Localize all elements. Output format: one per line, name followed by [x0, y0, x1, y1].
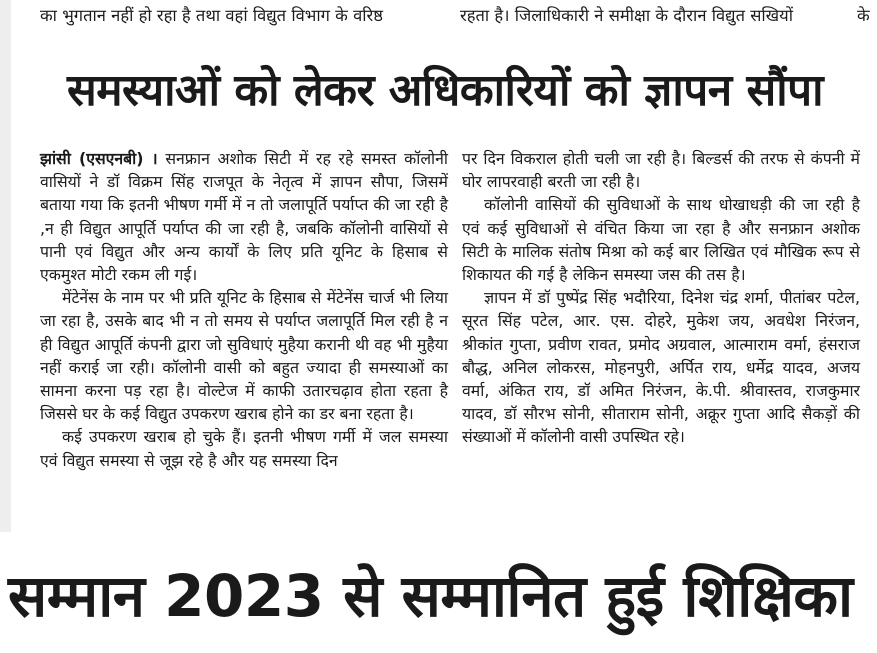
article-right-column: [462, 147, 860, 449]
next-article-headline: सम्मान 2023 से सम्मानित हुई शिक्षिका: [8, 562, 853, 630]
paragraph: कॉलोनी वासियों की सुविधाओं के साथ धोखाधड़ी की जा रही है एवं कई सुविधाओं से वंचित किया जा रहा है और सनफ्रान अशोक सिटी के मालिक संतोष मिश्रा को कई बार लिखित एवं मौखिक रूप से शिकायत की गई है लेकिन समस्या जस की तस है।: [462, 195, 860, 285]
paragraph: [40, 147, 448, 286]
fragment-left-line: का भुगतान नहीं हो रहा है तथा वहां विद्युत विभाग के वरिष्ठ: [40, 6, 384, 25]
paragraph-text: सनफ्रान अशोक सिटी में रह रहे समस्त कॉलोनी वासियों ने डॉ विक्रम सिंह राजपूत के नेतृत्व में ज्ञापन सौपा, जिसमें बताया गया कि इतनी भीषण गर्मी में न तो जलापूर्ति पर्याप्त की जा रही है ,न ही विद्युत आपूर्ति पर्याप्त की जा रही है, जबकि कॉलोनी वासियों से पानी एवं विद्युत और अन्य कार्यों के लिए प्रति यूनिट के हिसाब से एकमुश्त मोटी रकम ली गई।: [40, 149, 448, 285]
page-margin-shade: [0, 0, 11, 532]
article-headline: समस्याओं को लेकर अधिकारियों को ज्ञापन सौंपा: [66, 65, 824, 116]
fragment-edge-text: के: [857, 6, 870, 25]
next-article-strip: [0, 532, 877, 653]
paragraph: कई उपकरण खराब हो चुके हैं। इतनी भीषण गर्मी में जल समस्या एवं विद्युत समस्या से जूझ रहे है और यह समस्या दिन: [40, 427, 448, 470]
article-left-column: [40, 147, 448, 472]
previous-article-fragment: [0, 0, 877, 30]
paragraph: मेंटेनेंस के नाम पर भी प्रति यूनिट के हिसाब से मेंटेनेंस चार्ज भी लिया जा रहा है, उसके बाद भी न तो समय से पर्याप्त जलापूर्ति मिल रही है न ही विद्युत आपूर्ति कंपनी द्वारा जो सुविधाएं मुहैया करानी थी वह भी मुहैया नहीं कराई जा रही। कॉलोनी वासी को बहुत ज्यादा ही समस्याओं का सामना करना पड़ रहा है। वोल्टेज में काफी उतारचढ़ाव होता रहता है जिससे घर के कई विद्युत उपकरण खराब होने का डर बना रहता है।: [40, 288, 448, 424]
dateline: झांसी (एसएनबी) ।: [40, 149, 158, 168]
paragraph: ज्ञापन में डॉ पुष्पेंद्र सिंह भदौरिया, दिनेश चंद्र शर्मा, पीतांबर पटेल, सूरत सिंह पटेल, आर. एस. दोहरे, मुकेश जय, अवधेश निरंजन, श्रीकांत गुप्ता, प्रवीण रावत, प्रमोद अग्रवाल, आत्माराम वर्मा, हंसराज बौद्ध, अनिल लोकरस, मोहनपुरी, अर्पित राय, धर्मेद्र यादव, अजय वर्मा, अंकित राय, डॉ अमित निरंजन, के.पी. श्रीवास्तव, राजकुमार यादव, डॉ सौरभ सोनी, सीताराम सोनी, अक्रूर गुप्ता आदि सैकड़ों की संख्याओं में कॉलोनी वासी उपस्थित रहे।: [462, 288, 860, 447]
fragment-right-line: रहता है। जिलाधिकारी ने समीक्षा के दौरान विद्युत सखियों: [460, 6, 793, 25]
paragraph: पर दिन विकराल होती चली जा रही है। बिल्डर्स की तरफ से कंपनी में घोर लापरवाही बरती जा रही है।: [462, 149, 860, 192]
